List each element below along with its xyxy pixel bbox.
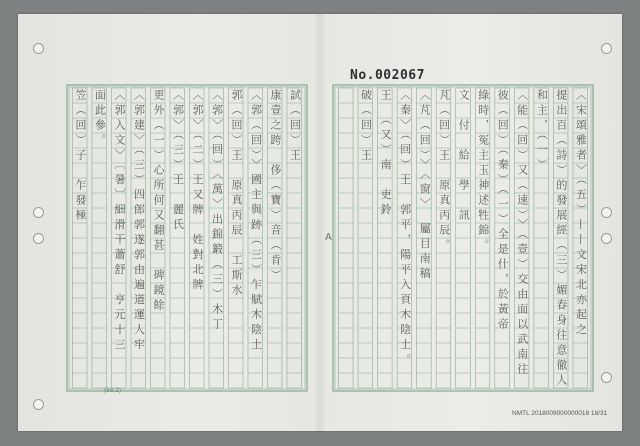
right-page-column: 提出百（詩）的發展經（三）媚春身往意徹人 — [554, 89, 568, 389]
left-page-column: 郭（回）王 原真丙辰 工斯水 — [230, 89, 243, 299]
archive-catalog-number: NMTL 2018009000000018 18/31 — [512, 410, 608, 417]
right-page-column: 綠時，冤主玉神述牲錦。 — [476, 89, 490, 254]
binding-hole — [33, 233, 44, 244]
right-page-column: 王 （又）南 吏鈴 — [379, 89, 393, 219]
left-page-column: 笠（回）子 乍發極 — [74, 89, 87, 224]
left-page-column: 〈郭〉（三）王 麗氏 — [171, 89, 185, 234]
left-page-column: 〈郭入文〉〔暑〕細滑干蕭舒 亨元十三 — [113, 89, 126, 354]
right-page-column: 破（回）王 — [359, 89, 373, 164]
serial-number-stamp: No.002067 — [350, 68, 425, 83]
left-page-column: 〈郭建〉（三）四郎郭遂郭由遍道運人牢 — [132, 89, 146, 354]
binding-hole — [33, 207, 44, 218]
left-page-column: 更外（一）心所何又翻甚 碑鏡餘 — [152, 89, 165, 314]
binding-hole — [601, 372, 612, 383]
left-page-column: 〈郭〉（二）王又牌 姓對北牌 — [191, 89, 204, 294]
left-page-column: 面此參。 — [93, 89, 107, 149]
binding-hole — [601, 233, 612, 244]
binding-hole — [33, 399, 44, 410]
right-page-column: 和主，（一） — [535, 89, 549, 174]
fold-mark: A — [325, 232, 332, 243]
right-page-column: 〈芃（回）〉〈窗〉 屬目南稿 — [418, 89, 432, 283]
right-page-column: 〈能（回）又（速）〉（壹）交由面以武南往 — [515, 89, 529, 378]
right-page-column: 〈宋頌雅者〉（五）——文宋北亦起之 — [574, 89, 588, 339]
binding-hole — [601, 207, 612, 218]
left-page-column: 〈郭（回）〉國主與跡（三）乍賦木陰土 — [249, 89, 263, 354]
right-page-column: 芃（回）王 原真丙辰。 — [437, 89, 451, 254]
left-page-column: 試（回）王 — [288, 89, 302, 164]
right-page-column: 文 付 給 學 訊 — [457, 89, 471, 224]
left-page-column: 康壹之跨 侈（寶）音（肯） — [269, 89, 282, 284]
left-page-column: 〈郭〉（回）〈萬〉出錦鍛（三）木丁 — [210, 89, 224, 333]
binding-hole — [601, 43, 612, 54]
right-page-column: 彼（回）（秦）（一）全是什，於黃帝 — [496, 89, 510, 333]
binding-hole — [33, 43, 44, 54]
right-page-column: 〈秦〉（回）王 郭平，陽平入頁木陰土。 — [398, 89, 412, 369]
paper-print-code: (88.2) — [104, 387, 121, 394]
